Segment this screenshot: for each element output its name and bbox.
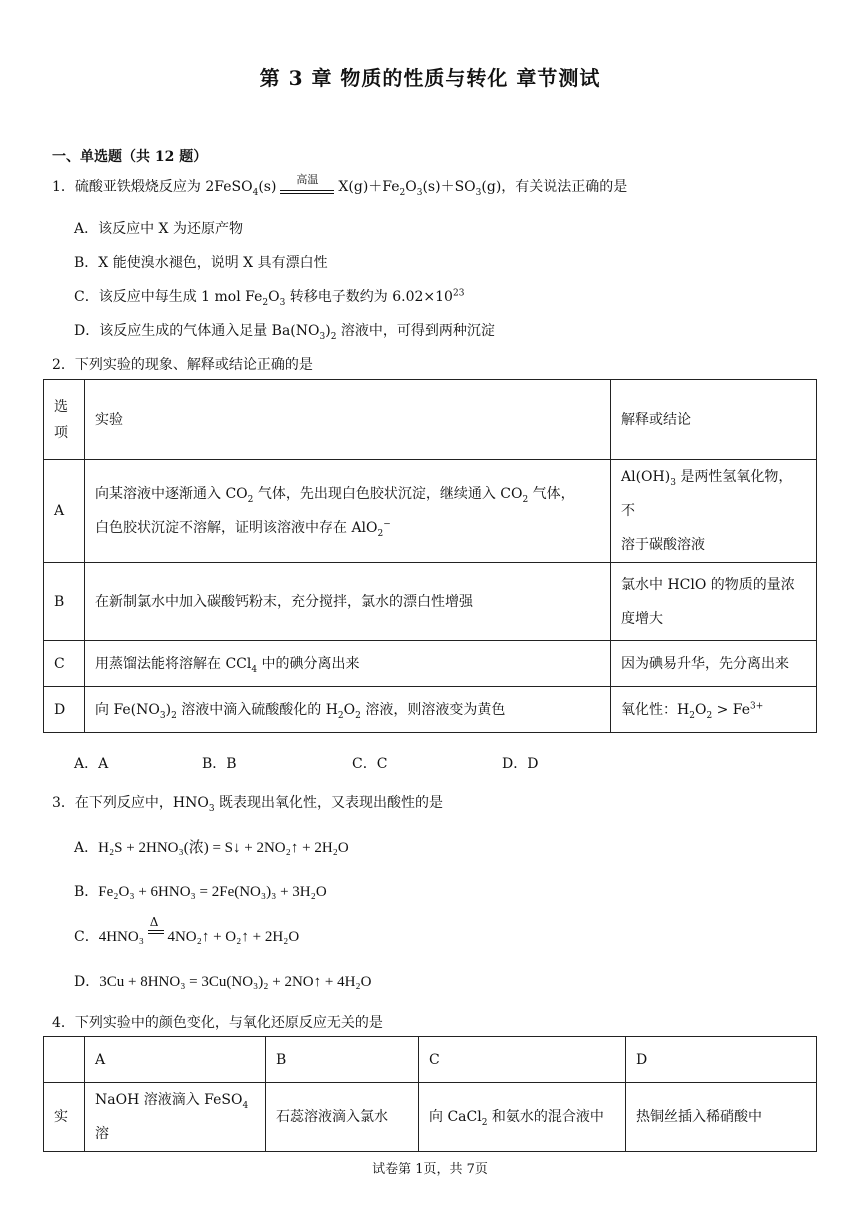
- table-row: [44, 1037, 817, 1083]
- header-option: 选 项: [44, 380, 85, 460]
- row-experiment: 用蒸馏法能将溶解在 CCl$_4$ 中的碘分离出来: [85, 641, 611, 687]
- q2-table: [43, 379, 817, 733]
- q4-table: [43, 1036, 817, 1152]
- q3-option-a[interactable]: A．H₂S + 2HNO₃(浓) = S↓ + 2NO₂↑ + 2H₂O: [74, 840, 349, 856]
- question-1-stem: 1．硫酸亚铁煅烧反应为 2FeSO$_4$(s) 高温 $X(g)+Fe_2O_3(s)+SO_3(g)$，有关说法正确的是: [52, 173, 628, 198]
- q2-option-b[interactable]: B．B: [202, 756, 237, 772]
- table-row: [44, 380, 817, 460]
- cell-b: 石蕊溶液滴入氯水: [266, 1083, 419, 1152]
- cell-c: 向 CaCl$_2$ 和氨水的混合液中: [419, 1083, 626, 1152]
- row-experiment: 向某溶液中逐渐通入 $CO_2$ 气体，先出现白色胶状沉淀，继续通入 $CO_2$ 气体， 白色胶状沉淀不溶解，证明该溶液中存在 AlO$_2$−: [85, 460, 611, 563]
- q3-option-c[interactable]: C．4HNO₃ Δ 4NO₂↑ + O₂↑ + 2H₂O: [74, 915, 300, 945]
- page-title: 第 3 章 物质的性质与转化 章节测试: [259, 66, 601, 90]
- row-option-label: D: [44, 687, 85, 733]
- row-option-label: B: [44, 563, 85, 641]
- table-row: [44, 460, 817, 563]
- row-option-label: C: [44, 641, 85, 687]
- row-experiment: 向 $Fe(NO_3)_2$ 溶液中滴入硫酸酸化的 $H_2O_2$ 溶液，则溶液变为黄色: [85, 687, 611, 733]
- row-conclusion: 氧化性：$H_2O_2 > Fe^{3+}$: [611, 687, 817, 733]
- row-experiment: 在新制氯水中加入碳酸钙粉末，充分搅拌，氯水的漂白性增强: [85, 563, 611, 641]
- table-row: [44, 563, 817, 641]
- question-2-stem: 2．下列实验的现象、解释或结论正确的是: [52, 357, 313, 373]
- q3-option-d[interactable]: D．3Cu + 8HNO₃ = 3Cu(NO₃)₂ + 2NO↑ + 4H₂O: [74, 974, 372, 990]
- header-c: C: [419, 1037, 626, 1083]
- q3-option-b[interactable]: B．Fe₂O₃ + 6HNO₃ = 2Fe(NO₃)₃ + 3H₂O: [74, 884, 327, 900]
- header-d: D: [626, 1037, 817, 1083]
- header-blank: [44, 1037, 85, 1083]
- question-3-stem: 3．在下列反应中，$HNO_3$ 既表现出氧化性，又表现出酸性的是: [52, 795, 444, 814]
- header-b: B: [266, 1037, 419, 1083]
- row-conclusion: 因为碘易升华，先分离出来: [611, 641, 817, 687]
- q2-option-a[interactable]: A．A: [74, 756, 109, 772]
- row-option-label: A: [44, 460, 85, 563]
- cell-a: NaOH 溶液滴入 FeSO$_4$ 溶: [85, 1083, 266, 1152]
- row-label: 实: [44, 1083, 85, 1152]
- table-row: [44, 687, 817, 733]
- q1-option-d[interactable]: D．该反应生成的气体通入足量 $Ba(NO_3)_2$ 溶液中，可得到两种沉淀: [74, 323, 495, 342]
- q1-option-a[interactable]: A．该反应中 X 为还原产物: [74, 221, 243, 237]
- header-conclusion: 解释或结论: [611, 380, 817, 460]
- q2-option-c[interactable]: C．C: [352, 756, 388, 772]
- section-heading: 一、单选题（共 12 题）: [52, 149, 208, 165]
- page-footer: 试卷第 1页，共 7页: [372, 1162, 488, 1177]
- cell-d: 热铜丝插入稀硝酸中: [626, 1083, 817, 1152]
- row-conclusion: 氯水中 HClO 的物质的量浓 度增大: [611, 563, 817, 641]
- q1-option-b[interactable]: B．X 能使溴水褪色，说明 X 具有漂白性: [74, 255, 328, 271]
- header-experiment: 实验: [85, 380, 611, 460]
- header-a: A: [85, 1037, 266, 1083]
- q2-option-d[interactable]: D．D: [502, 756, 539, 772]
- heat-condition-sign: Δ: [148, 927, 164, 941]
- table-row: [44, 1083, 817, 1152]
- question-4-stem: 4．下列实验中的颜色变化，与氧化还原反应无关的是: [52, 1015, 383, 1031]
- row-conclusion: $Al(OH)_3$ 是两性氢氧化物，不 溶于碳酸溶液: [611, 460, 817, 563]
- q1-option-c[interactable]: C．该反应中每生成 1 mol $Fe_2O_3$ 转移电子数约为 $6.02\times 10^{23}$: [74, 288, 465, 308]
- high-temp-arrow: 高温: [278, 177, 336, 193]
- table-row: [44, 641, 817, 687]
